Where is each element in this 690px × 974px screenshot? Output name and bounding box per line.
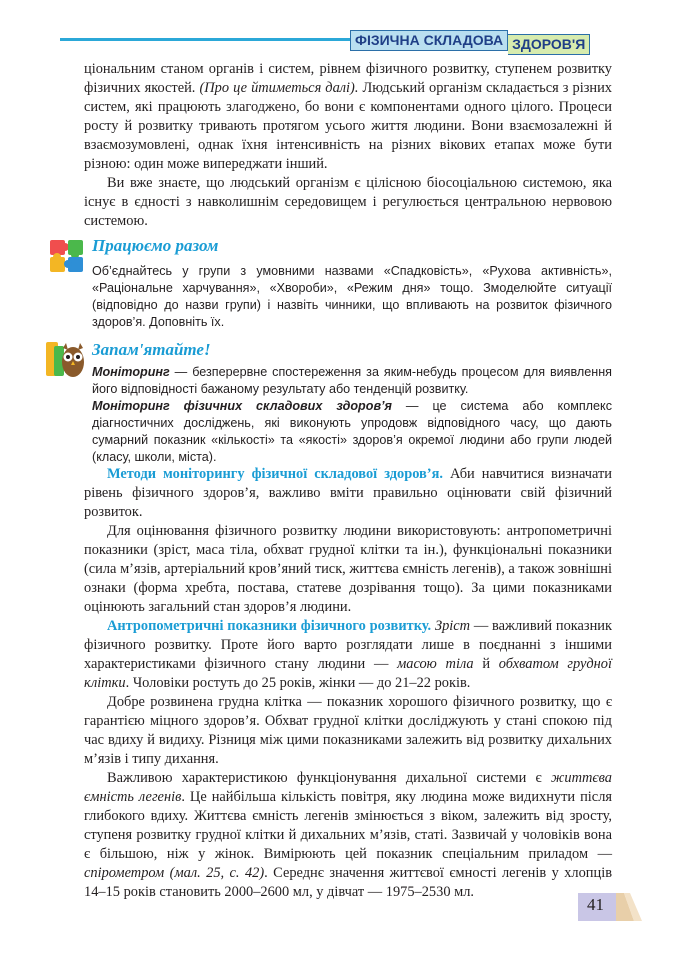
work-together-title: Працюємо разом bbox=[92, 236, 219, 255]
header-rule bbox=[60, 38, 350, 41]
section-monitoring-methods: Методи моніторингу фізичної складової здоров’я. Аби навчитися визначати рівень фізичного здоров’я, важливо вміти правильно оцінювати свій фізичний розвиток. bbox=[84, 466, 612, 520]
remember-title: Запам'ятайте! bbox=[92, 340, 211, 359]
page-number: 41 bbox=[587, 895, 604, 914]
section-chest: Добре розвинена грудна клітка — показник хорошого фізичного розвитку, що є гарантією міцного здоров’я. Обхват грудної клітки досліджують у стані спокою під час вдиху й видиху. Різниця між цими показниками залежить від розвитку дихальних м’язів і типу дихання. bbox=[84, 694, 612, 767]
work-together-text: Об’єднайтесь у групи з умовними назвами «Спадковість», «Рухова активність», «Раціональне харчування», «Хвороби», «Режим дня» тощо. Змоделюйте ситуації (відповідно до назви групи) і назвіть чинники, що впливають на розвиток фізичного здоров’я. Доповніть їх. bbox=[92, 264, 612, 329]
section-header bbox=[350, 30, 590, 52]
header-part-2: ЗДОРОВ'Я bbox=[508, 34, 590, 55]
intro-paragraph-1: ціональним станом органів і систем, рівнем фізичного розвитку, ступенем розвитку фізичних якостей. (Про це йтиметься далі). Людський організм складається з різних систем, які працюють злагоджено, бо вони є компонентами одного цілого. Процеси росту й розвитку тривають протягом усього життя людини. Вони взаємозалежні й взаємозумовлені, однак їхня інтенсивність на різних вікових етапах може бути різною: один може випереджати інший. bbox=[84, 61, 612, 172]
intro-text bbox=[84, 60, 612, 231]
definition-monitoring-physical: Моніторинг фізичних складових здоров’я — це система або комплекс діагностичних досліджень, які виконують упродовж відповідного часу, що дають сумарний показник «кількості» та «якості» здоров’я окремої людини або групи людей (класу, школи, міста). bbox=[92, 399, 612, 464]
puzzle-icon bbox=[48, 238, 86, 274]
definition-monitoring: Моніторинг — безперервне спостереження за яким-небудь процесом для виявлення його відповідності бажаному результату або тенденцій розвитку. bbox=[92, 365, 612, 396]
section-anthropometric: Антропометричні показники фізичного розвитку. Зріст — важливий показник фізичного розвитку. Проте його варто розглядати лише в поєднанні з іншими характеристиками фізичного стану людини — масою тіла й обхватом грудної клітки. Чоловіки ростуть до 25 років, жінки — до 21–22 років. bbox=[84, 618, 612, 691]
section-lung-capacity: Важливою характеристикою функціонування дихальної системи є життєва ємність легенів. Це найбільша кількість повітря, яку людина може видихнути після глибокого вдиху. Життєва ємність легенів змінюється з віком, залежить від зросту, ступеня розвитку грудної клітки й дихальних м’язів, статі. Зазвичай у чоловіків вона є більшою, ніж у жінок. Вимірюють цей показник спеціальним приладом — спірометром (мал. 25, с. 42). Середнє значення життєвої ємності легенів у хлопців 14–15 років становить 2000–2600 мл, у дівчат — 1975–2530 мл. bbox=[84, 770, 612, 900]
intro-paragraph-2: Ви вже знаєте, що людський організм є цілісною біосоціальною системою, яка існує в єдності з навколишнім середовищем і регулюється центральною нервовою системою. bbox=[84, 175, 612, 229]
header-part-1: ФІЗИЧНА СКЛАДОВА bbox=[350, 30, 508, 51]
main-text bbox=[84, 465, 612, 902]
section-assessment: Для оцінювання фізичного розвитку людини використовують: антропометричні показники (зріст, маса тіла, обхват грудної клітки та ін.), функціональні показники (сила м’язів, артеріальний кров’яний тиск, життєва ємність легенів), а також зовнішні ознаки (форма хребта, постава, статеве дозрівання тощо). За цими показниками оцінюють загальний стан здоров’я людини. bbox=[84, 523, 612, 615]
remember-text bbox=[92, 364, 612, 466]
owl-icon bbox=[46, 340, 86, 380]
